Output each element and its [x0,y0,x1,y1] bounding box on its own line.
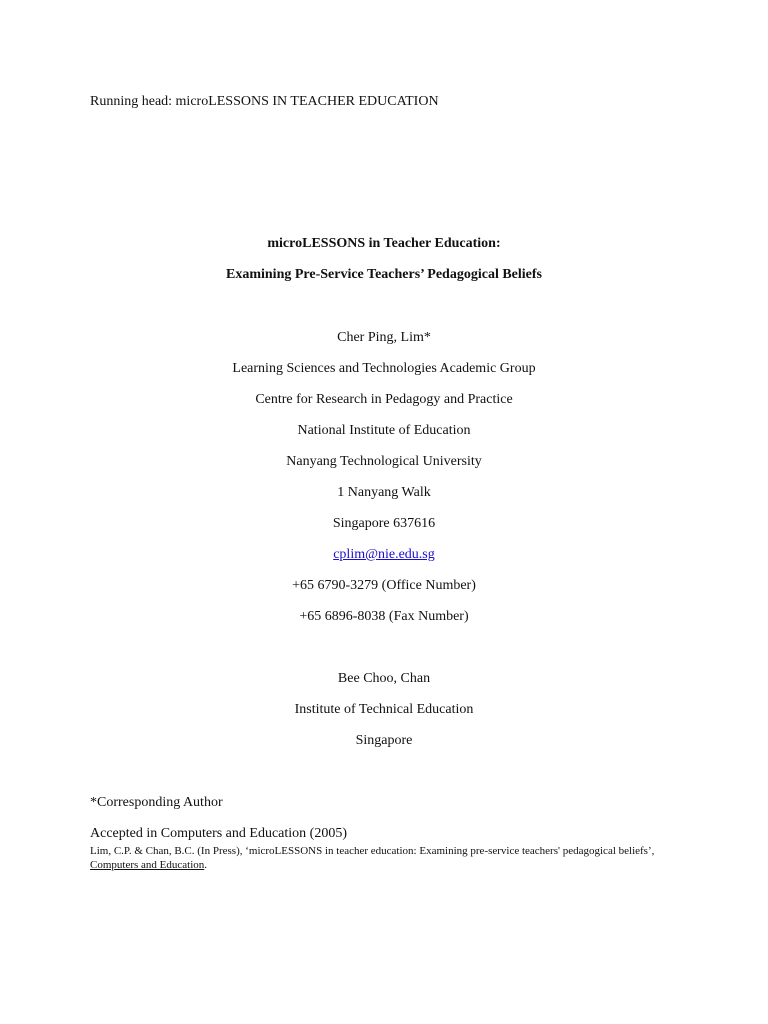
author1-address-city: Singapore 637616 [332,516,436,531]
title-line-2: Examining Pre-Service Teachers’ Pedagogical Beliefs [226,267,542,282]
citation-end: . [204,859,208,871]
accepted-note: Accepted in Computers and Education (2005) [90,826,347,841]
corresponding-author-note: *Corresponding Author [90,795,223,810]
citation-journal: Computers and Education [90,859,205,871]
author1-email-link[interactable]: cplim@nie.edu.sg [333,547,435,562]
author1-email-row [0,546,768,564]
author1-affiliation-institute: National Institute of Education [297,423,471,438]
author1-fax-number: +65 6896-8038 (Fax Number) [299,609,469,624]
citation-text: Lim, C.P. & Chan, B.C. (In Press), ‘microLESSONS in teacher education: Examining pre-service teachers' pedagogical beliefs’, [90,845,655,857]
author1-affiliation-centre: Centre for Research in Pedagogy and Practice [255,392,513,407]
author1-affiliation-university: Nanyang Technological University [286,454,482,469]
author1-address-street: 1 Nanyang Walk [337,485,431,500]
author1-office-number: +65 6790-3279 (Office Number) [292,578,476,593]
author1-affiliation-group: Learning Sciences and Technologies Academic Group [232,361,536,376]
author2-institute: Institute of Technical Education [294,702,474,717]
author1-name: Cher Ping, Lim* [337,330,431,345]
title-line-1: microLESSONS in Teacher Education: [267,236,501,251]
author2-name: Bee Choo, Chan [337,671,431,686]
running-head: Running head: microLESSONS IN TEACHER EDUCATION [90,94,439,109]
citation [90,844,690,872]
author2-country: Singapore [355,733,413,748]
